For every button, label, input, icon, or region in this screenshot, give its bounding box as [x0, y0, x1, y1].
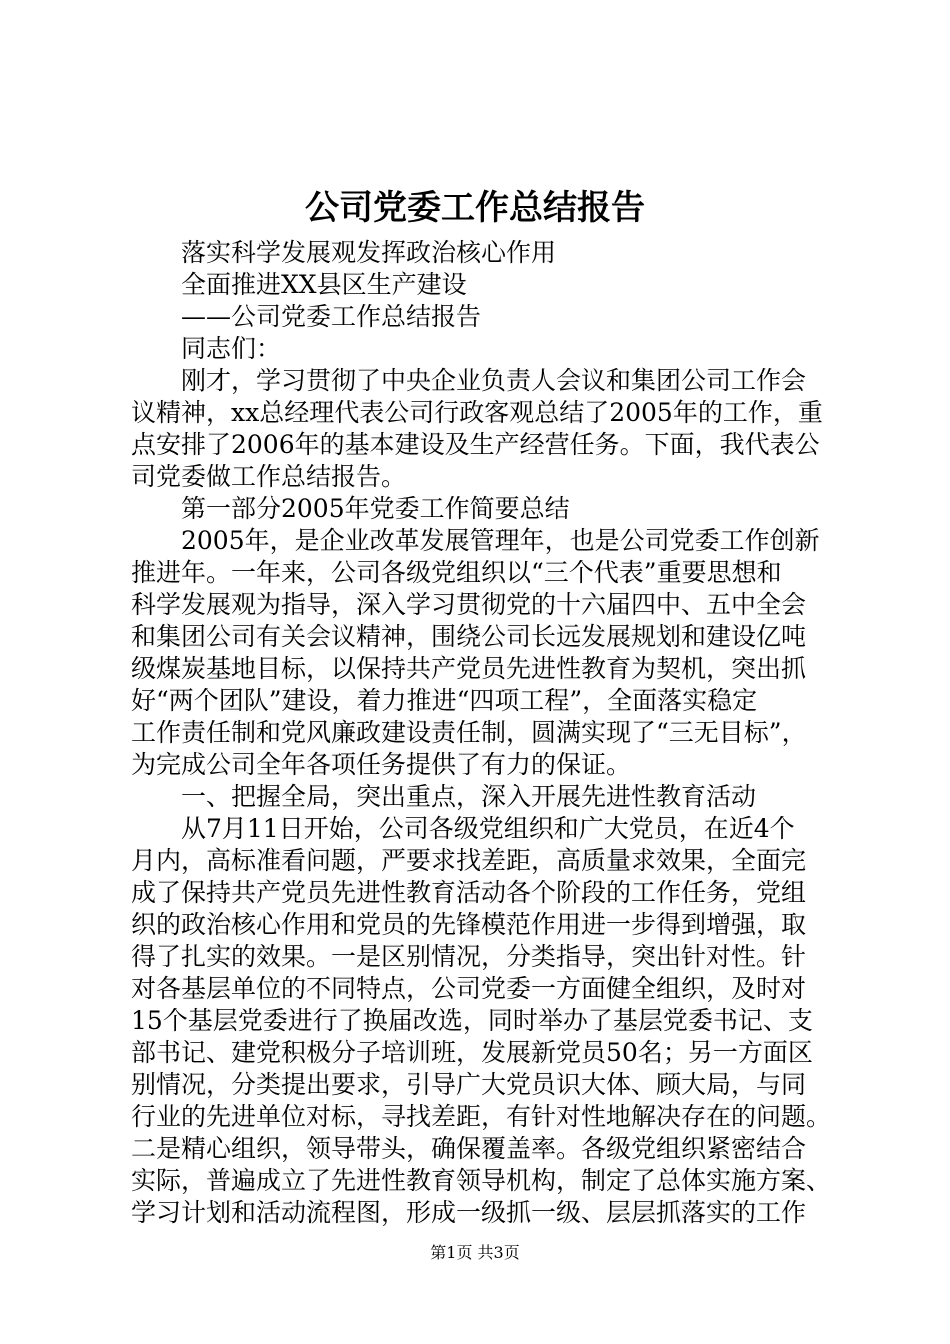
text-line: 和集团公司有关会议精神，围绕公司长远发展规划和建设亿吨 [131, 622, 807, 651]
text-line: 二是精心组织，领导带头，确保覆盖率。各级党组织紧密结合 [131, 1134, 807, 1163]
text-line: 2005年，是企业改革发展管理年，也是公司党委工作创新 [181, 526, 820, 555]
text-line: 从7月11日开始，公司各级党组织和广大党员，在近4个 [181, 814, 795, 843]
text-line: 得了扎实的效果。一是区别情况，分类指导，突出针对性。针 [131, 942, 807, 971]
text-line: 学习计划和活动流程图，形成一级抓一级、层层抓落实的工作 [131, 1198, 807, 1227]
document-title: 公司党委工作总结报告 [305, 188, 645, 228]
text-line: 对各基层单位的不同特点，公司党委一方面健全组织，及时对 [131, 974, 807, 1003]
text-line: 部书记、建党积极分子培训班，发展新党员50名；另一方面区 [131, 1038, 813, 1067]
page-footer: 第1页 共3页 [430, 1243, 520, 1262]
text-line: 级煤炭基地目标，以保持共产党员先进性教育为契机，突出抓 [131, 654, 807, 683]
text-line: 第一部分2005年党委工作简要总结 [181, 494, 570, 523]
text-line: 工作责任制和党风廉政建设责任制，圆满实现了“三无目标”， [131, 718, 807, 747]
text-line: 15个基层党委进行了换届改选，同时举办了基层党委书记、支 [131, 1006, 813, 1035]
text-line: 月内，高标准看问题，严要求找差距，高质量求效果，全面完 [131, 846, 807, 875]
text-line: 科学发展观为指导，深入学习贯彻党的十六届四中、五中全会 [131, 590, 807, 619]
text-line: 一、把握全局，突出重点，深入开展先进性教育活动 [181, 782, 757, 811]
text-line: 点安排了2006年的基本建设及生产经营任务。下面，我代表公 [131, 430, 820, 459]
text-line: 实际，普遍成立了先进性教育领导机构，制定了总体实施方案、 [131, 1166, 832, 1195]
text-line: 推进年。一年来，公司各级党组织以“三个代表”重要思想和 [131, 558, 782, 587]
text-line: 落实科学发展观发挥政治核心作用 [181, 238, 557, 267]
text-line: 为完成公司全年各项任务提供了有力的保证。 [131, 750, 632, 779]
text-line: 别情况，分类提出要求，引导广大党员识大体、顾大局，与同 [131, 1070, 807, 1099]
text-line: 同志们： [181, 334, 282, 363]
text-line: 议精神，xx总经理代表公司行政客观总结了2005年的工作，重 [131, 398, 823, 427]
text-line: ——公司党委工作总结报告 [181, 302, 482, 331]
text-line: 织的政治核心作用和党员的先锋模范作用进一步得到增强，取 [131, 910, 807, 939]
text-line: 成了保持共产党员先进性教育活动各个阶段的工作任务，党组 [131, 878, 807, 907]
text-line: 全面推进XX县区生产建设 [181, 270, 467, 299]
document-body [131, 237, 831, 1229]
text-line: 好“两个团队”建设，着力推进“四项工程”，全面落实稳定 [131, 686, 758, 715]
text-line: 行业的先进单位对标，寻找差距，有针对性地解决存在的问题。 [131, 1102, 832, 1131]
text-line: 刚才，学习贯彻了中央企业负责人会议和集团公司工作会 [181, 366, 807, 395]
text-line: 司党委做工作总结报告。 [131, 462, 407, 491]
